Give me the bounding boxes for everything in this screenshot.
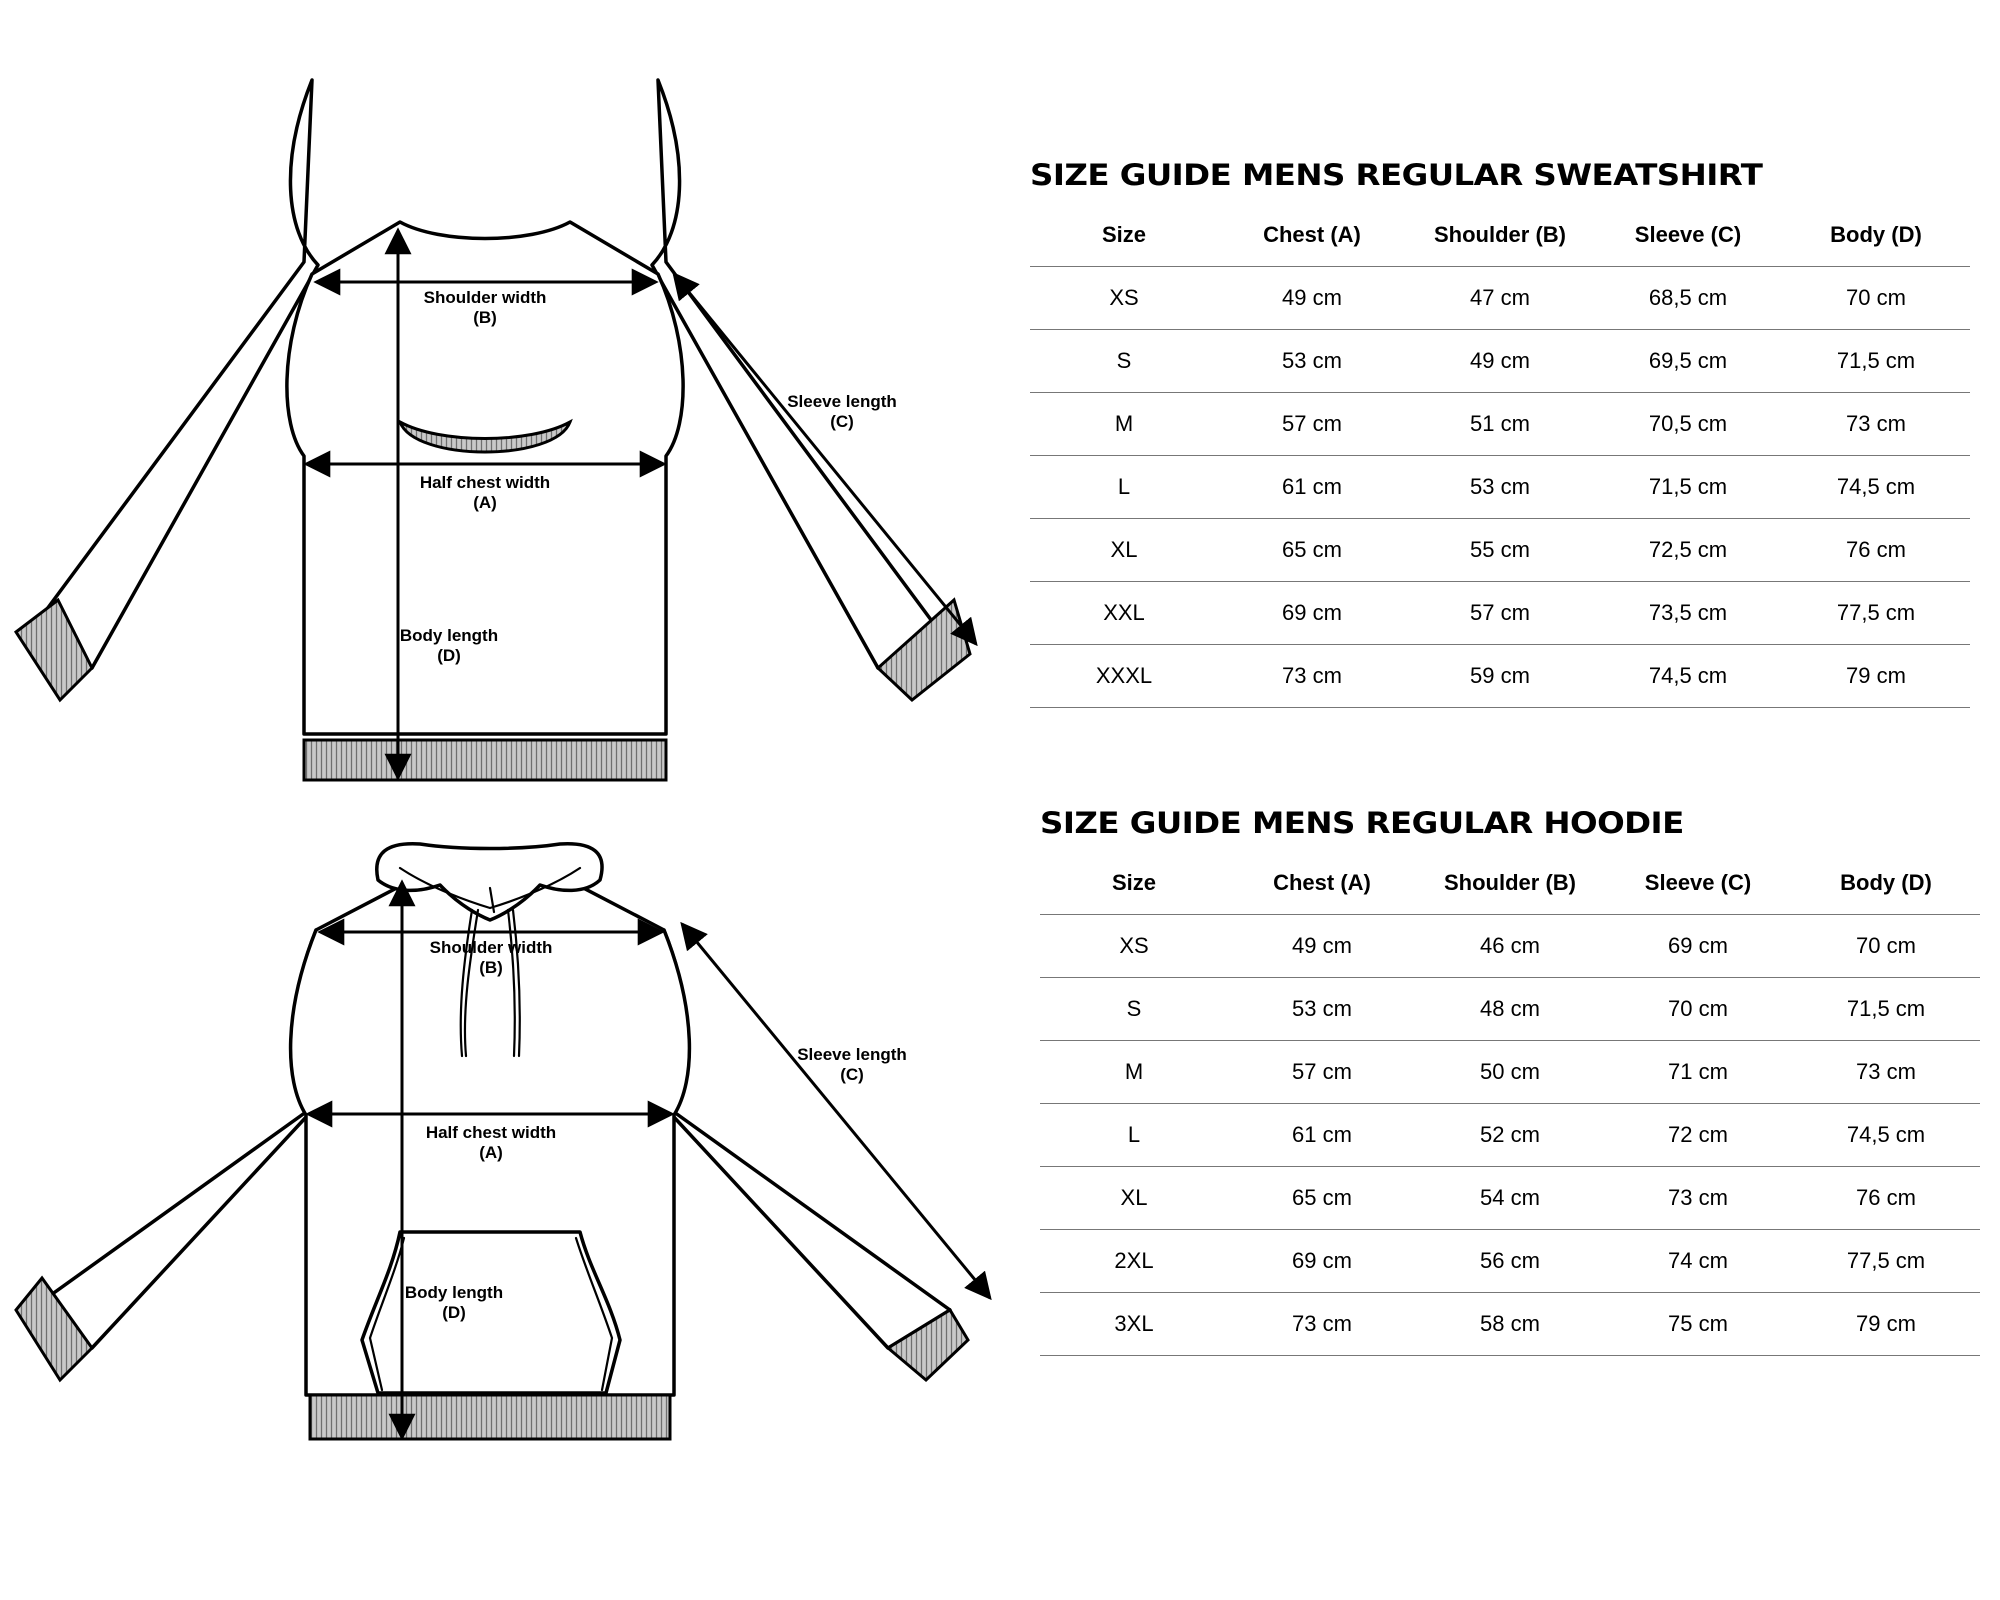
- table-cell: 70 cm: [1604, 978, 1792, 1041]
- column-header: Body (D): [1792, 852, 1980, 915]
- sweatshirt-body-code: (D): [437, 646, 461, 665]
- table-cell: 70 cm: [1782, 267, 1970, 330]
- column-header: Body (D): [1782, 204, 1970, 267]
- column-header: Shoulder (B): [1416, 852, 1604, 915]
- table-cell: 69 cm: [1604, 915, 1792, 978]
- sweatshirt-chest-label: Half chest width: [419, 473, 551, 492]
- table-cell: 71 cm: [1604, 1041, 1792, 1104]
- table-cell: 79 cm: [1792, 1293, 1980, 1356]
- table-cell: 46 cm: [1416, 915, 1604, 978]
- sweatshirt-shoulder-code: (B): [473, 308, 497, 327]
- table-cell: 2XL: [1040, 1230, 1228, 1293]
- sweatshirt-left-sleeve: [30, 80, 318, 668]
- table-cell: 73 cm: [1604, 1167, 1792, 1230]
- table-cell: 65 cm: [1228, 1167, 1416, 1230]
- table-cell: 49 cm: [1218, 267, 1406, 330]
- table-cell: 57 cm: [1406, 582, 1594, 645]
- table-cell: 72 cm: [1604, 1104, 1792, 1167]
- hoodie-waistband: [310, 1395, 670, 1439]
- table-cell: 49 cm: [1228, 915, 1416, 978]
- table-cell: 71,5 cm: [1792, 978, 1980, 1041]
- hoodie-left-sleeve: [30, 930, 316, 1348]
- table-cell: 71,5 cm: [1782, 330, 1970, 393]
- sweatshirt-size-table: [1030, 204, 1970, 708]
- table-row: [1030, 267, 1970, 330]
- table-cell: 69,5 cm: [1594, 330, 1782, 393]
- column-header: Chest (A): [1218, 204, 1406, 267]
- table-cell: 52 cm: [1416, 1104, 1604, 1167]
- column-header: Size: [1040, 852, 1228, 915]
- table-cell: 47 cm: [1406, 267, 1594, 330]
- table-cell: 57 cm: [1228, 1041, 1416, 1104]
- table-cell: 58 cm: [1416, 1293, 1604, 1356]
- table-cell: M: [1030, 393, 1218, 456]
- hoodie-shoulder-label: Shoulder width: [429, 938, 553, 957]
- table-cell: 70 cm: [1792, 915, 1980, 978]
- sweatshirt-sleeve-arrow: [674, 274, 976, 644]
- column-header: Sleeve (C): [1604, 852, 1792, 915]
- table-cell: M: [1040, 1041, 1228, 1104]
- table-row: [1030, 456, 1970, 519]
- sweatshirt-diagram: [0, 200, 1000, 800]
- table-cell: L: [1030, 456, 1218, 519]
- table-cell: 53 cm: [1406, 456, 1594, 519]
- table-cell: 57 cm: [1218, 393, 1406, 456]
- table-row: [1030, 393, 1970, 456]
- table-row: [1040, 1293, 1980, 1356]
- sweatshirt-guide-title: SIZE GUIDE MENS REGULAR SWEATSHIRT: [1030, 158, 1763, 192]
- table-row: [1040, 1167, 1980, 1230]
- sweatshirt-chest-code: (A): [473, 493, 497, 512]
- table-cell: 53 cm: [1218, 330, 1406, 393]
- table-cell: 68,5 cm: [1594, 267, 1782, 330]
- hoodie-chest-label: Half chest width: [425, 1123, 557, 1142]
- table-cell: 51 cm: [1406, 393, 1594, 456]
- table-cell: L: [1040, 1104, 1228, 1167]
- table-row: [1040, 1041, 1980, 1104]
- table-cell: XXL: [1030, 582, 1218, 645]
- table-row: [1040, 1230, 1980, 1293]
- table-cell: 65 cm: [1218, 519, 1406, 582]
- hoodie-sleeve-label: Sleeve length: [797, 1045, 907, 1064]
- table-cell: 73,5 cm: [1594, 582, 1782, 645]
- table-cell: 73 cm: [1782, 393, 1970, 456]
- table-cell: 74 cm: [1604, 1230, 1792, 1293]
- table-cell: XL: [1040, 1167, 1228, 1230]
- table-cell: 75 cm: [1604, 1293, 1792, 1356]
- column-header: Shoulder (B): [1406, 204, 1594, 267]
- hoodie-sleeve-code: (C): [840, 1065, 864, 1084]
- table-cell: S: [1030, 330, 1218, 393]
- table-cell: 53 cm: [1228, 978, 1416, 1041]
- table-cell: 56 cm: [1416, 1230, 1604, 1293]
- table-cell: 61 cm: [1218, 456, 1406, 519]
- table-cell: 77,5 cm: [1782, 582, 1970, 645]
- table-cell: 69 cm: [1228, 1230, 1416, 1293]
- table-cell: 59 cm: [1406, 645, 1594, 708]
- table-cell: 71,5 cm: [1594, 456, 1782, 519]
- sweatshirt-sleeve-label: Sleeve length: [787, 392, 897, 411]
- table-cell: 49 cm: [1406, 330, 1594, 393]
- table-cell: 74,5 cm: [1594, 645, 1782, 708]
- table-cell: XS: [1030, 267, 1218, 330]
- table-cell: 70,5 cm: [1594, 393, 1782, 456]
- hoodie-chest-code: (A): [479, 1143, 503, 1162]
- table-row: [1030, 645, 1970, 708]
- table-cell: XS: [1040, 915, 1228, 978]
- hoodie-size-table: [1040, 852, 1980, 1356]
- table-row: [1040, 915, 1980, 978]
- table-row: [1030, 582, 1970, 645]
- table-cell: XXXL: [1030, 645, 1218, 708]
- table-cell: 74,5 cm: [1782, 456, 1970, 519]
- table-cell: 3XL: [1040, 1293, 1228, 1356]
- hoodie-body-code: (D): [442, 1303, 466, 1322]
- column-header: Size: [1030, 204, 1218, 267]
- sweatshirt-body-label: Body length: [399, 626, 499, 645]
- hoodie-body-label: Body length: [404, 1283, 504, 1302]
- sweatshirt-waistband: [304, 740, 666, 780]
- hoodie-size-guide: [1040, 806, 1980, 1356]
- table-header-row: [1030, 204, 1970, 267]
- table-cell: 73 cm: [1228, 1293, 1416, 1356]
- hoodie-diagram: [0, 840, 1000, 1460]
- table-header-row: [1040, 852, 1980, 915]
- table-cell: 69 cm: [1218, 582, 1406, 645]
- table-cell: 55 cm: [1406, 519, 1594, 582]
- column-header: Sleeve (C): [1594, 204, 1782, 267]
- column-header: Chest (A): [1228, 852, 1416, 915]
- table-cell: 48 cm: [1416, 978, 1604, 1041]
- hoodie-right-sleeve: [664, 930, 950, 1348]
- table-cell: 74,5 cm: [1792, 1104, 1980, 1167]
- table-row: [1040, 978, 1980, 1041]
- table-cell: 76 cm: [1792, 1167, 1980, 1230]
- table-cell: 61 cm: [1228, 1104, 1416, 1167]
- sweatshirt-right-sleeve: [652, 80, 940, 668]
- table-cell: 79 cm: [1782, 645, 1970, 708]
- table-cell: 73 cm: [1218, 645, 1406, 708]
- sweatshirt-size-guide: [1030, 158, 1970, 708]
- table-cell: 76 cm: [1782, 519, 1970, 582]
- hoodie-shoulder-code: (B): [479, 958, 503, 977]
- table-cell: 54 cm: [1416, 1167, 1604, 1230]
- table-row: [1030, 330, 1970, 393]
- table-cell: S: [1040, 978, 1228, 1041]
- sweatshirt-shoulder-label: Shoulder width: [423, 288, 547, 307]
- hoodie-guide-title: SIZE GUIDE MENS REGULAR HOODIE: [1040, 806, 1684, 840]
- table-row: [1030, 519, 1970, 582]
- table-cell: XL: [1030, 519, 1218, 582]
- table-cell: 72,5 cm: [1594, 519, 1782, 582]
- table-cell: 50 cm: [1416, 1041, 1604, 1104]
- table-cell: 77,5 cm: [1792, 1230, 1980, 1293]
- table-cell: 73 cm: [1792, 1041, 1980, 1104]
- table-row: [1040, 1104, 1980, 1167]
- sweatshirt-sleeve-code: (C): [830, 412, 854, 431]
